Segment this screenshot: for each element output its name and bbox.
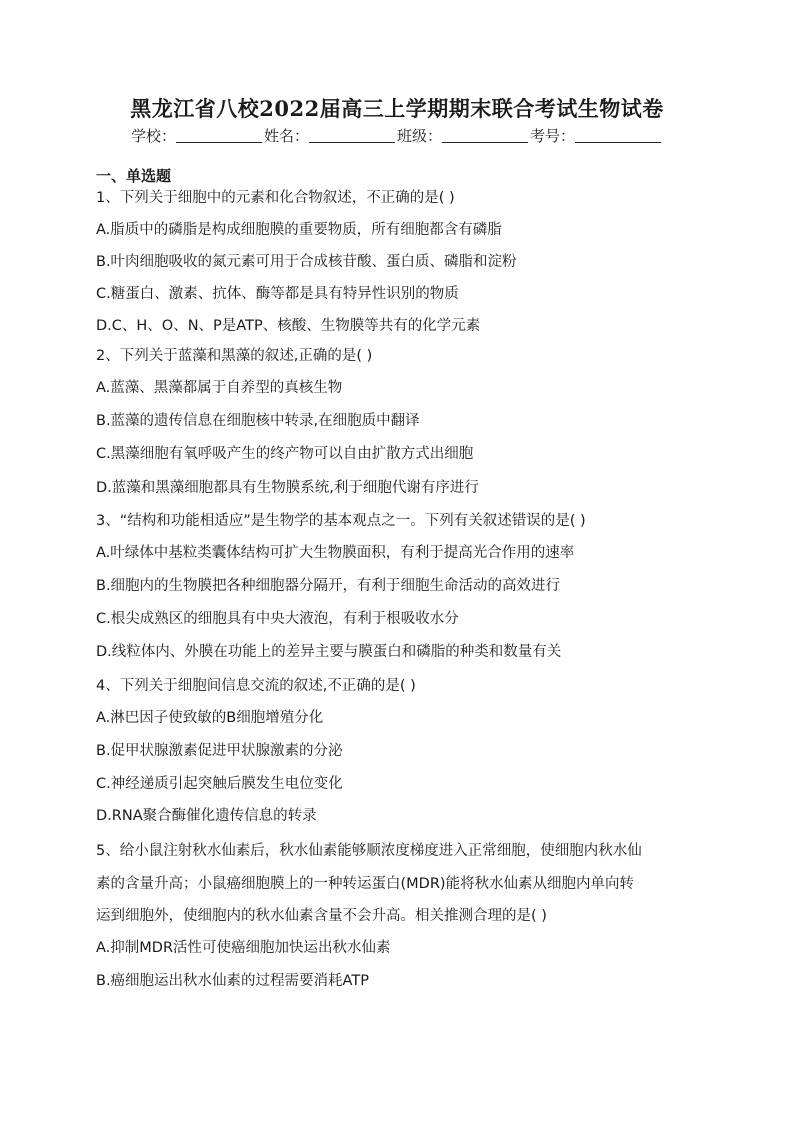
question-2-option-c: C.黑藻细胞有氧呼吸产生的终产物可以自由扩散方式出细胞	[96, 446, 474, 462]
exam-number-field	[530, 125, 663, 147]
question-5-stem-line-3: 运到细胞外，使细胞内的秋水仙素含量不会升高。相关推测合理的是( )	[96, 908, 547, 924]
class-label: 班级：	[397, 127, 443, 145]
question-4-option-b: B.促甲状腺激素促进甲状腺激素的分泌	[96, 743, 343, 759]
question-1-option-c: C.糖蛋白、激素、抗体、酶等都是具有特异性识别的物质	[96, 286, 459, 302]
question-3-option-d: D.线粒体内、外膜在功能上的差异主要与膜蛋白和磷脂的种类和数量有关	[96, 644, 562, 660]
question-3-stem: 3、“结构和功能相适应”是生物学的基本观点之一。下列有关叙述错误的是( )	[96, 513, 586, 529]
school-label: 学校：	[130, 127, 176, 145]
question-1-option-b: B.叶肉细胞吸收的氮元素可用于合成核苷酸、蛋白质、磷脂和淀粉	[96, 254, 517, 270]
school-blank[interactable]	[176, 126, 262, 143]
question-1-stem: 1、下列关于细胞中的元素和化合物叙述，不正确的是( )	[96, 190, 455, 206]
question-5-option-a: A.抑制MDR活性可使癌细胞加快运出秋水仙素	[96, 940, 391, 956]
question-4-stem: 4、下列关于细胞间信息交流的叙述,不正确的是( )	[96, 678, 416, 694]
class-field	[397, 125, 530, 147]
exam-number-label: 考号：	[530, 127, 576, 145]
question-5-option-b: B.癌细胞运出秋水仙素的过程需要消耗ATP	[96, 973, 369, 989]
school-field	[131, 125, 264, 147]
question-3-option-c: C.根尖成熟区的细胞具有中央大液泡，有利于根吸收水分	[96, 611, 459, 627]
name-label: 姓名：	[263, 127, 309, 145]
question-1-option-d: D.C、H、O、N、P是ATP、核酸、生物膜等共有的化学元素	[96, 318, 481, 334]
question-3-option-a: A.叶绿体中基粒类囊体结构可扩大生物膜面积，有利于提高光合作用的速率	[96, 545, 575, 561]
question-4-option-c: C.神经递质引起突触后膜发生电位变化	[96, 776, 343, 792]
question-4-option-a: A.淋巴因子使致敏的B细胞增殖分化	[96, 710, 324, 726]
exam-number-blank[interactable]	[575, 126, 661, 143]
question-5-stem-line-1: 5、给小鼠注射秋水仙素后，秋水仙素能够顺浓度梯度进入正常细胞，使细胞内秋水仙	[96, 843, 642, 859]
name-field	[264, 125, 397, 147]
page-title: 黑龙江省八校2022届高三上学期期末联合考试生物试卷	[130, 96, 664, 121]
question-2-option-a: A.蓝藻、黑藻都属于自养型的真核生物	[96, 380, 343, 396]
name-blank[interactable]	[309, 126, 395, 143]
student-info-line	[0, 125, 794, 147]
question-5-stem-line-2: 素的含量升高；小鼠癌细胞膜上的一种转运蛋白(MDR)能将秋水仙素从细胞内单向转	[96, 876, 635, 892]
question-2-stem: 2、下列关于蓝藻和黑藻的叙述,正确的是( )	[96, 348, 373, 364]
question-1-option-a: A.脂质中的磷脂是构成细胞膜的重要物质，所有细胞都含有磷脂	[96, 222, 502, 238]
question-3-option-b: B.细胞内的生物膜把各种细胞器分隔开，有利于细胞生命活动的高效进行	[96, 578, 561, 594]
section-heading: 一、单选题	[96, 167, 172, 185]
question-2-option-d: D.蓝藻和黑藻细胞都具有生物膜系统,利于细胞代谢有序进行	[96, 480, 479, 496]
class-blank[interactable]	[442, 126, 528, 143]
question-4-option-d: D.RNA聚合酶催化遗传信息的转录	[96, 808, 317, 824]
question-2-option-b: B.蓝藻的遗传信息在细胞核中转录,在细胞质中翻译	[96, 413, 420, 429]
